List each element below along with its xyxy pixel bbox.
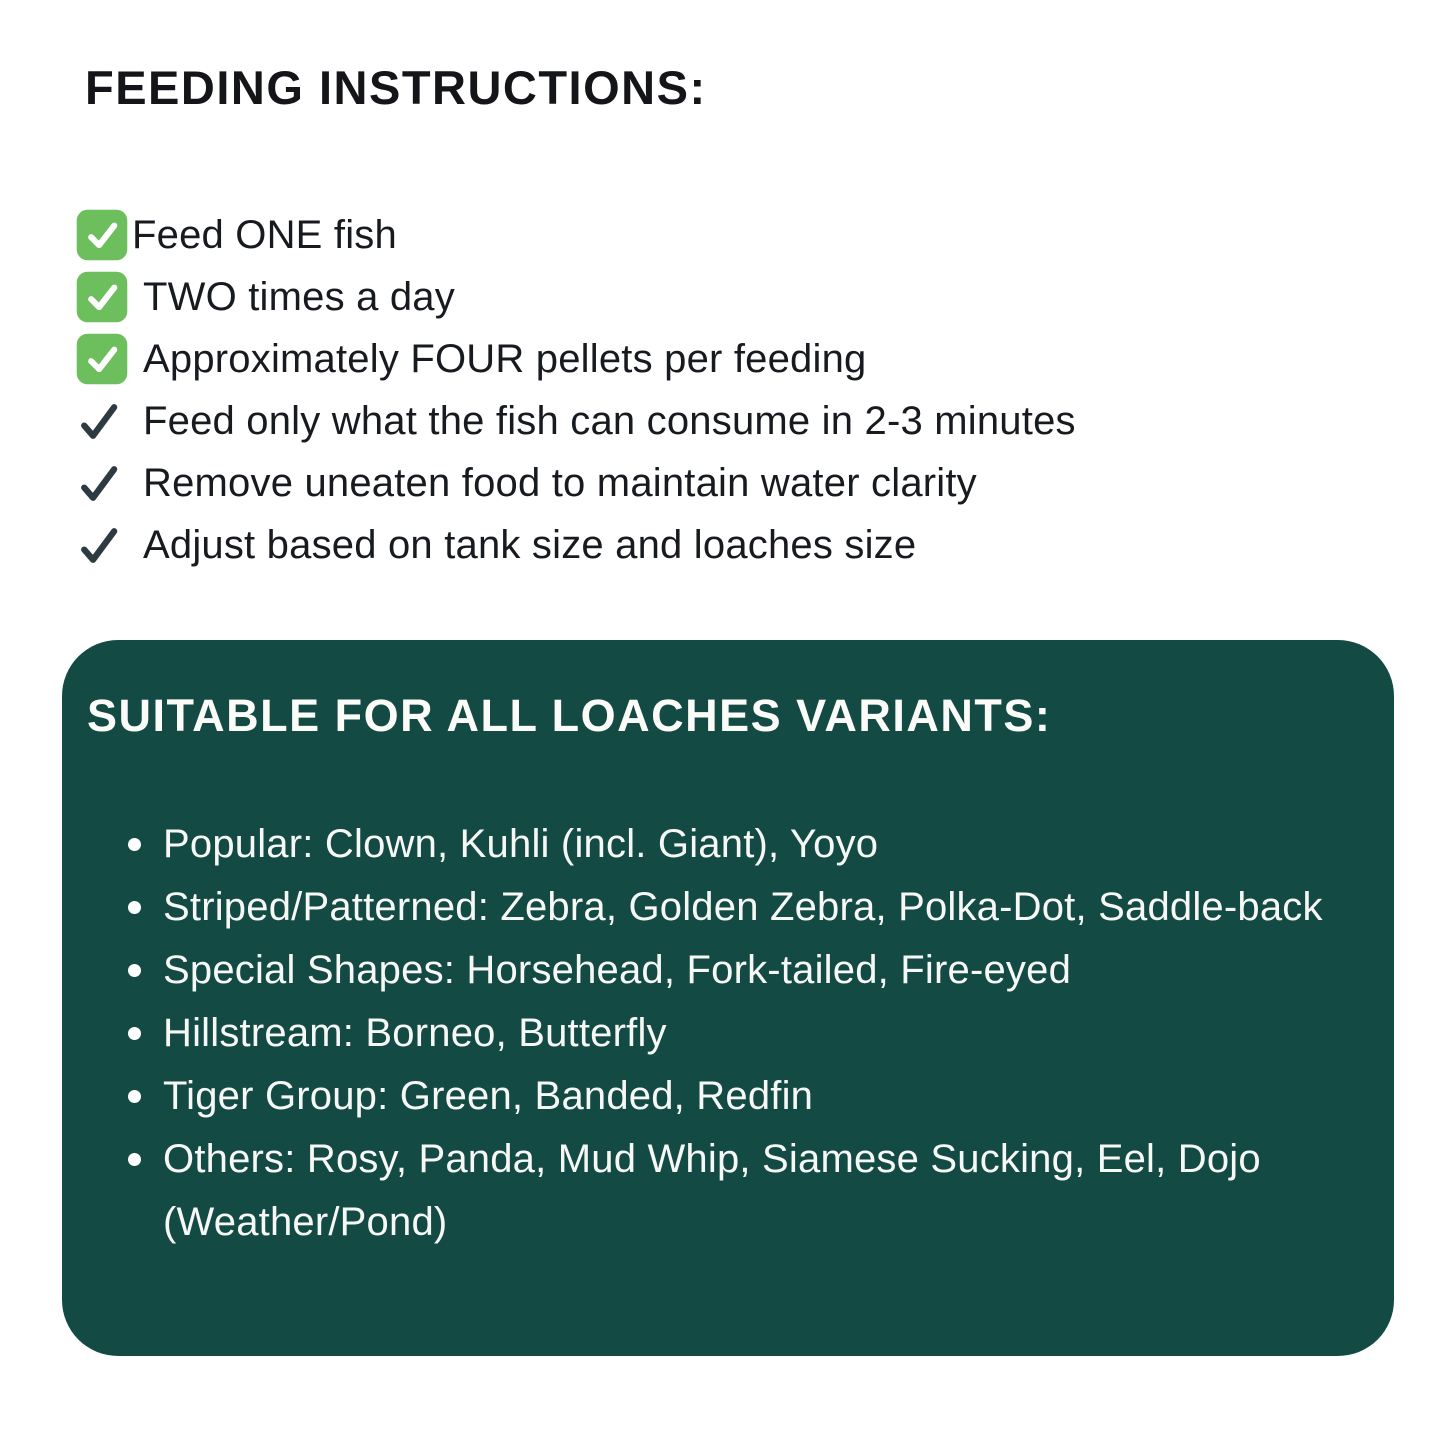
bullet-dot [128, 964, 141, 977]
bullet-dot [128, 1090, 141, 1103]
feeding-checklist [74, 204, 1445, 576]
variant-list-item [87, 876, 1334, 939]
variant-list-item-label: Tiger Group: Green, Banded, Redfin [163, 1074, 814, 1118]
checklist-item-label: Adjust based on tank size and loaches size [143, 522, 917, 567]
variant-list-item-label: Striped/Patterned: Zebra, Golden Zebra, Polka-Dot, Saddle-back [163, 885, 1323, 929]
checklist-item [74, 452, 1445, 514]
checklist-item [74, 328, 1445, 390]
dark-checkmark-icon [74, 455, 130, 511]
green-checkbox-icon [74, 331, 130, 387]
variant-list-item [87, 1002, 1334, 1065]
checklist-item-label: Feed only what the fish can consume in 2-3 minutes [143, 398, 1076, 443]
variant-list-item-label: Special Shapes: Horsehead, Fork-tailed, Fire-eyed [163, 948, 1072, 992]
dark-checkmark-icon [74, 393, 130, 449]
green-checkbox-icon [74, 207, 130, 263]
variant-list-item-label: Hillstream: Borneo, Butterfly [163, 1011, 667, 1055]
checklist-item [74, 204, 1445, 266]
checklist-item-label: TWO times a day [143, 274, 455, 319]
green-checkbox-icon [74, 269, 130, 325]
suitability-panel [62, 640, 1394, 1356]
variant-list-item [87, 813, 1334, 876]
checklist-item [74, 390, 1445, 452]
checklist-item [74, 266, 1445, 328]
page-title: FEEDING INSTRUCTIONS: [85, 61, 707, 114]
variant-list-item [87, 1128, 1334, 1254]
checklist-item-label: Feed ONE fish [132, 212, 397, 257]
bullet-dot [128, 838, 141, 851]
variant-list-item [87, 1065, 1334, 1128]
variant-list-item [87, 939, 1334, 1002]
dark-checkmark-icon [74, 517, 130, 573]
bullet-dot [128, 901, 141, 914]
panel-title: SUITABLE FOR ALL LOACHES VARIANTS: [87, 690, 1052, 741]
bullet-dot [128, 1027, 141, 1040]
variants-list [87, 813, 1334, 1254]
variant-list-item-label: Popular: Clown, Kuhli (incl. Giant), Yoyo [163, 822, 879, 866]
variant-list-item-label: Others: Rosy, Panda, Mud Whip, Siamese Sucking, Eel, Dojo (Weather/Pond) [163, 1137, 1261, 1244]
bullet-dot [128, 1153, 141, 1166]
checklist-item-label: Approximately FOUR pellets per feeding [143, 336, 867, 381]
checklist-item [74, 514, 1445, 576]
checklist-item-label: Remove uneaten food to maintain water clarity [143, 460, 977, 505]
